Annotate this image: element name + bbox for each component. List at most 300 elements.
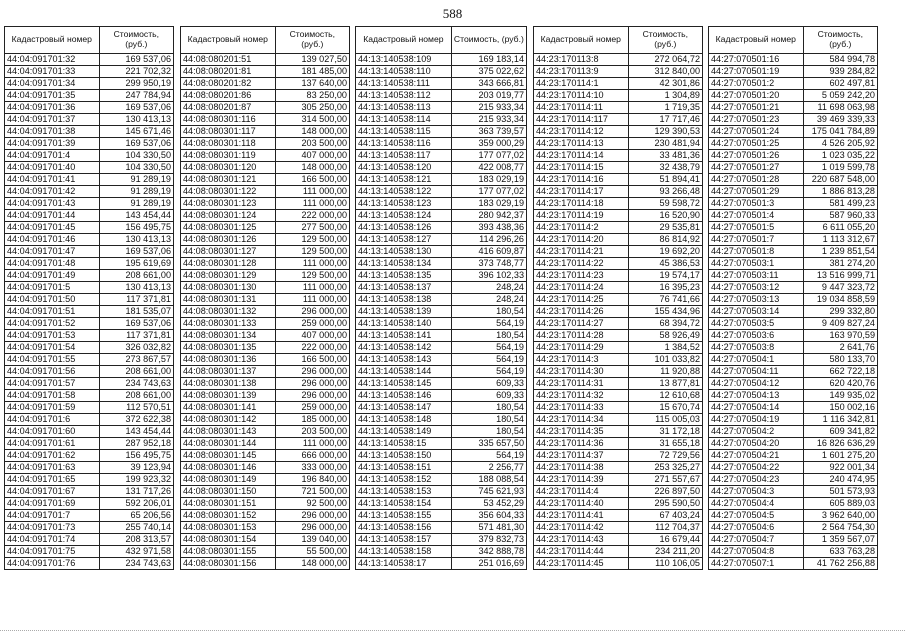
cadastral-number: 44:27:070501:19 xyxy=(709,66,804,78)
table-row xyxy=(534,126,703,138)
table-row xyxy=(5,366,174,378)
cost-value: 416 609,87 xyxy=(451,246,526,258)
cost-value: 137 640,00 xyxy=(275,78,349,90)
cost-value: 19 034 858,59 xyxy=(803,294,877,306)
cadastral-number: 44:08:080301:117 xyxy=(181,126,276,138)
cadastral-number: 44:27:070501:3 xyxy=(709,198,804,210)
cost-value: 581 499,23 xyxy=(803,198,877,210)
cadastral-number: 44:23:170114:18 xyxy=(534,198,629,210)
cadastral-number: 44:27:070503:11 xyxy=(709,270,804,282)
cadastral-number: 44:27:070501:7 xyxy=(709,234,804,246)
cost-value: 359 000,29 xyxy=(451,138,526,150)
cadastral-number: 44:23:170114:36 xyxy=(534,438,629,450)
cadastral-number: 44:23:170114:41 xyxy=(534,510,629,522)
cadastral-number: 44:04:091701:49 xyxy=(5,270,100,282)
cadastral-number: 44:27:070501:20 xyxy=(709,90,804,102)
cost-value: 139 040,00 xyxy=(275,534,349,546)
table-row xyxy=(534,54,703,66)
cadastral-number: 44:04:091701:47 xyxy=(5,246,100,258)
cadastral-number: 44:13:140538:138 xyxy=(356,294,452,306)
cadastral-number: 44:23:170114:2 xyxy=(534,222,629,234)
cost-value: 42 301,86 xyxy=(628,78,702,90)
cost-value: 215 933,34 xyxy=(451,102,526,114)
cost-value: 234 743,63 xyxy=(99,378,173,390)
cost-value: 188 088,54 xyxy=(451,474,526,486)
table-row xyxy=(356,426,527,438)
table-row xyxy=(5,54,174,66)
cost-value: 251 016,69 xyxy=(451,558,526,570)
cost-value: 296 000,00 xyxy=(275,390,349,402)
cadastral-number: 44:08:080301:143 xyxy=(181,426,276,438)
cost-value: 356 604,33 xyxy=(451,510,526,522)
cost-value: 287 952,18 xyxy=(99,438,173,450)
cost-value: 280 942,37 xyxy=(451,210,526,222)
cadastral-number: 44:08:080301:153 xyxy=(181,522,276,534)
cadastral-table-4 xyxy=(533,26,703,570)
table-row xyxy=(534,426,703,438)
cadastral-number: 44:04:091701:39 xyxy=(5,138,100,150)
table-row xyxy=(5,426,174,438)
cadastral-number: 44:08:080301:156 xyxy=(181,558,276,570)
cost-value: 39 469 339,33 xyxy=(803,114,877,126)
cadastral-number: 44:13:140538:135 xyxy=(356,270,452,282)
cost-value: 29 535,81 xyxy=(628,222,702,234)
table-row xyxy=(534,558,703,570)
table-row xyxy=(5,546,174,558)
cost-value: 564,19 xyxy=(451,342,526,354)
cost-value: 177 077,02 xyxy=(451,186,526,198)
cadastral-table-5 xyxy=(708,26,878,570)
cost-value: 169 183,14 xyxy=(451,54,526,66)
table-row xyxy=(181,534,350,546)
cadastral-number: 44:04:091701:50 xyxy=(5,294,100,306)
table-row xyxy=(181,294,350,306)
table-row xyxy=(356,66,527,78)
table-row xyxy=(709,558,878,570)
table-row xyxy=(709,150,878,162)
table-row xyxy=(181,270,350,282)
cadastral-number: 44:13:140538:144 xyxy=(356,366,452,378)
cadastral-number: 44:27:070501:16 xyxy=(709,54,804,66)
table-row xyxy=(709,366,878,378)
cost-value: 104 330,50 xyxy=(99,150,173,162)
cost-value: 277 500,00 xyxy=(275,222,349,234)
table-row xyxy=(5,174,174,186)
table-row xyxy=(356,258,527,270)
cadastral-number: 44:04:091701:43 xyxy=(5,198,100,210)
cadastral-number: 44:27:070503:12 xyxy=(709,282,804,294)
cadastral-number: 44:04:091701:35 xyxy=(5,90,100,102)
cadastral-number: 44:23:170114:12 xyxy=(534,126,629,138)
cadastral-number: 44:27:070504:14 xyxy=(709,402,804,414)
table-row xyxy=(534,474,703,486)
table-row xyxy=(356,198,527,210)
cost-value: 295 590,50 xyxy=(628,498,702,510)
cadastral-number: 44:27:070504:2 xyxy=(709,426,804,438)
cost-value: 76 741,66 xyxy=(628,294,702,306)
cost-value: 130 413,13 xyxy=(99,234,173,246)
table-row xyxy=(5,510,174,522)
cadastral-number: 44:04:091701:32 xyxy=(5,54,100,66)
cadastral-number: 44:27:070504:4 xyxy=(709,498,804,510)
cost-value: 169 537,06 xyxy=(99,138,173,150)
cadastral-number: 44:13:140538:126 xyxy=(356,222,452,234)
table-row xyxy=(5,414,174,426)
table-row xyxy=(709,402,878,414)
cadastral-number: 44:27:070504:8 xyxy=(709,546,804,558)
page-number: 588 xyxy=(442,6,463,21)
table-row xyxy=(356,234,527,246)
cost-value: 1 239 851,54 xyxy=(803,246,877,258)
cost-value: 407 000,00 xyxy=(275,330,349,342)
cost-value: 117 371,81 xyxy=(99,294,173,306)
cadastral-number: 44:04:091701:40 xyxy=(5,162,100,174)
header-cadastral-number: Кадастровый номер xyxy=(356,27,452,54)
table-row xyxy=(5,114,174,126)
cost-value: 59 598,72 xyxy=(628,198,702,210)
cost-value: 72 729,56 xyxy=(628,450,702,462)
cadastral-number: 44:08:080301:145 xyxy=(181,450,276,462)
header-cadastral-number: Кадастровый номер xyxy=(181,27,276,54)
cadastral-number: 44:08:080301:138 xyxy=(181,378,276,390)
table-row xyxy=(181,462,350,474)
cost-value: 16 395,23 xyxy=(628,282,702,294)
table-row xyxy=(356,462,527,474)
cost-value: 16 520,90 xyxy=(628,210,702,222)
cost-value: 1 019 599,78 xyxy=(803,162,877,174)
cost-value: 139 027,50 xyxy=(275,54,349,66)
cost-value: 11 920,88 xyxy=(628,366,702,378)
cost-value: 208 661,00 xyxy=(99,270,173,282)
table-row xyxy=(181,210,350,222)
cadastral-number: 44:23:170114:17 xyxy=(534,186,629,198)
cadastral-number: 44:13:140538:110 xyxy=(356,66,452,78)
table-row xyxy=(709,474,878,486)
table-row xyxy=(181,342,350,354)
cadastral-number: 44:13:140538:120 xyxy=(356,162,452,174)
table-row xyxy=(5,66,174,78)
cadastral-number: 44:04:091701:53 xyxy=(5,330,100,342)
cadastral-number: 44:13:140538:156 xyxy=(356,522,452,534)
cadastral-number: 44:27:070504:21 xyxy=(709,450,804,462)
cost-value: 372 622,38 xyxy=(99,414,173,426)
cost-value: 1 116 342,81 xyxy=(803,414,877,426)
table-row xyxy=(356,174,527,186)
table-row xyxy=(181,234,350,246)
cost-value: 247 784,94 xyxy=(99,90,173,102)
cost-value: 1 113 312,67 xyxy=(803,234,877,246)
cost-value: 234 743,63 xyxy=(99,558,173,570)
table-header-row xyxy=(181,27,350,54)
table-row xyxy=(181,174,350,186)
cost-value: 248,24 xyxy=(451,282,526,294)
table-row xyxy=(5,282,174,294)
cadastral-number: 44:08:080301:124 xyxy=(181,210,276,222)
cost-value: 111 000,00 xyxy=(275,282,349,294)
table-row xyxy=(181,390,350,402)
table-row xyxy=(181,354,350,366)
table-row xyxy=(709,330,878,342)
cost-value: 33 481,36 xyxy=(628,150,702,162)
cost-value: 208 661,00 xyxy=(99,390,173,402)
cost-value: 112 704,37 xyxy=(628,522,702,534)
table-row xyxy=(709,90,878,102)
cost-value: 4 526 205,92 xyxy=(803,138,877,150)
cost-value: 215 933,34 xyxy=(451,114,526,126)
cost-value: 226 897,50 xyxy=(628,486,702,498)
table-row xyxy=(709,258,878,270)
cadastral-number: 44:04:091701:37 xyxy=(5,114,100,126)
table-row xyxy=(709,198,878,210)
cost-value: 67 403,24 xyxy=(628,510,702,522)
cost-value: 312 840,00 xyxy=(628,66,702,78)
cadastral-number: 44:08:080301:131 xyxy=(181,294,276,306)
cost-value: 15 670,74 xyxy=(628,402,702,414)
table-row xyxy=(356,450,527,462)
cadastral-number: 44:13:140538:151 xyxy=(356,462,452,474)
cost-value: 86 814,92 xyxy=(628,234,702,246)
table-row xyxy=(534,534,703,546)
table-row xyxy=(5,246,174,258)
cost-value: 114 296,26 xyxy=(451,234,526,246)
cadastral-number: 44:04:091701:46 xyxy=(5,234,100,246)
cost-value: 148 000,00 xyxy=(275,558,349,570)
table-row xyxy=(5,402,174,414)
table-row xyxy=(356,414,527,426)
cadastral-number: 44:27:070504:6 xyxy=(709,522,804,534)
cost-value: 41 762 256,88 xyxy=(803,558,877,570)
cost-value: 181 485,00 xyxy=(275,66,349,78)
table-row xyxy=(534,486,703,498)
cadastral-number: 44:04:091701:42 xyxy=(5,186,100,198)
table-row xyxy=(534,210,703,222)
table-row xyxy=(534,114,703,126)
cadastral-number: 44:04:091701:44 xyxy=(5,210,100,222)
cadastral-number: 44:23:170114:10 xyxy=(534,90,629,102)
table-row xyxy=(356,510,527,522)
table-row xyxy=(709,342,878,354)
table-row xyxy=(356,522,527,534)
cost-value: 177 077,02 xyxy=(451,150,526,162)
cadastral-number: 44:08:080301:128 xyxy=(181,258,276,270)
cost-value: 11 698 063,98 xyxy=(803,102,877,114)
table-row xyxy=(181,558,350,570)
cost-value: 117 371,81 xyxy=(99,330,173,342)
cost-value: 326 032,82 xyxy=(99,342,173,354)
cadastral-number: 44:13:140538:152 xyxy=(356,474,452,486)
table-row xyxy=(181,486,350,498)
cost-value: 296 000,00 xyxy=(275,366,349,378)
cadastral-number: 44:04:091701:61 xyxy=(5,438,100,450)
cost-value: 169 537,06 xyxy=(99,318,173,330)
cost-value: 55 500,00 xyxy=(275,546,349,558)
table-row xyxy=(534,90,703,102)
table-row xyxy=(356,558,527,570)
cadastral-number: 44:08:080201:82 xyxy=(181,78,276,90)
cost-value: 13 516 999,71 xyxy=(803,270,877,282)
cadastral-number: 44:08:080301:139 xyxy=(181,390,276,402)
cadastral-number: 44:13:140538:122 xyxy=(356,186,452,198)
cost-value: 68 394,72 xyxy=(628,318,702,330)
cost-value: 143 454,44 xyxy=(99,426,173,438)
table-row xyxy=(181,198,350,210)
cadastral-number: 44:08:080301:154 xyxy=(181,534,276,546)
cadastral-number: 44:13:140538:123 xyxy=(356,198,452,210)
cost-value: 271 557,67 xyxy=(628,474,702,486)
cadastral-number: 44:23:170114:117 xyxy=(534,114,629,126)
cost-value: 31 172,18 xyxy=(628,426,702,438)
cadastral-number: 44:13:140538:153 xyxy=(356,486,452,498)
table-row xyxy=(709,174,878,186)
cost-value: 19 692,20 xyxy=(628,246,702,258)
cadastral-number: 44:08:080301:123 xyxy=(181,198,276,210)
cadastral-number: 44:04:091701:76 xyxy=(5,558,100,570)
cadastral-number: 44:04:091701:75 xyxy=(5,546,100,558)
cost-value: 31 655,18 xyxy=(628,438,702,450)
cadastral-number: 44:08:080301:152 xyxy=(181,510,276,522)
table-row xyxy=(356,330,527,342)
cadastral-number: 44:27:070503:8 xyxy=(709,342,804,354)
table-row xyxy=(709,510,878,522)
cadastral-number: 44:08:080201:51 xyxy=(181,54,276,66)
cadastral-number: 44:04:091701:60 xyxy=(5,426,100,438)
cost-value: 3 962 640,00 xyxy=(803,510,877,522)
table-row xyxy=(356,222,527,234)
cadastral-number: 44:27:070504:5 xyxy=(709,510,804,522)
cost-value: 221 702,32 xyxy=(99,66,173,78)
table-row xyxy=(534,198,703,210)
cost-value: 156 495,75 xyxy=(99,450,173,462)
table-row xyxy=(356,354,527,366)
cadastral-number: 44:04:091701:55 xyxy=(5,354,100,366)
cadastral-number: 44:13:140538:134 xyxy=(356,258,452,270)
table-row xyxy=(709,102,878,114)
cadastral-number: 44:23:170114:25 xyxy=(534,294,629,306)
cadastral-number: 44:23:170114:13 xyxy=(534,138,629,150)
cost-value: 564,19 xyxy=(451,318,526,330)
cadastral-number: 44:13:140538:150 xyxy=(356,450,452,462)
table-row xyxy=(5,126,174,138)
cost-value: 32 438,79 xyxy=(628,162,702,174)
cost-value: 273 867,57 xyxy=(99,354,173,366)
cadastral-number: 44:13:140538:141 xyxy=(356,330,452,342)
table-row xyxy=(709,318,878,330)
cost-value: 166 500,00 xyxy=(275,354,349,366)
table-row xyxy=(5,522,174,534)
table-row xyxy=(709,78,878,90)
table-row xyxy=(181,330,350,342)
cadastral-number: 44:13:140538:124 xyxy=(356,210,452,222)
cadastral-number: 44:04:091701:4 xyxy=(5,150,100,162)
cost-value: 609,33 xyxy=(451,390,526,402)
table-row xyxy=(5,198,174,210)
cost-value: 2 564 754,30 xyxy=(803,522,877,534)
cadastral-number: 44:27:070504:20 xyxy=(709,438,804,450)
cost-value: 272 064,72 xyxy=(628,54,702,66)
table-header-row xyxy=(534,27,703,54)
cost-value: 180,54 xyxy=(451,402,526,414)
cost-value: 169 537,06 xyxy=(99,54,173,66)
cost-value: 1 601 275,20 xyxy=(803,450,877,462)
cadastral-number: 44:23:170114:11 xyxy=(534,102,629,114)
cost-value: 130 413,13 xyxy=(99,282,173,294)
table-row xyxy=(709,234,878,246)
cost-value: 181 535,07 xyxy=(99,306,173,318)
cadastral-number: 44:23:170114:15 xyxy=(534,162,629,174)
table-row xyxy=(356,294,527,306)
cadastral-number: 44:13:140538:130 xyxy=(356,246,452,258)
table-row xyxy=(181,114,350,126)
cost-value: 1 886 813,28 xyxy=(803,186,877,198)
table-row xyxy=(534,354,703,366)
cost-value: 129 390,53 xyxy=(628,126,702,138)
cost-value: 199 923,32 xyxy=(99,474,173,486)
table-row xyxy=(534,498,703,510)
table-row xyxy=(5,294,174,306)
cadastral-number: 44:08:080301:125 xyxy=(181,222,276,234)
cadastral-number: 44:23:170114:33 xyxy=(534,402,629,414)
cadastral-number: 44:08:080301:142 xyxy=(181,414,276,426)
cadastral-number: 44:04:091701:41 xyxy=(5,174,100,186)
cost-value: 259 000,00 xyxy=(275,402,349,414)
cadastral-number: 44:23:170114:24 xyxy=(534,282,629,294)
table-row xyxy=(181,222,350,234)
table-row xyxy=(181,450,350,462)
cost-value: 9 447 323,72 xyxy=(803,282,877,294)
table-row xyxy=(356,318,527,330)
cost-value: 65 206,56 xyxy=(99,510,173,522)
cadastral-number: 44:27:070504:12 xyxy=(709,378,804,390)
table-row xyxy=(5,438,174,450)
table-header-row xyxy=(709,27,878,54)
cadastral-number: 44:04:091701:63 xyxy=(5,462,100,474)
cost-value: 110 106,05 xyxy=(628,558,702,570)
table-row xyxy=(356,114,527,126)
cadastral-number: 44:27:070503:14 xyxy=(709,306,804,318)
table-row xyxy=(356,498,527,510)
cadastral-number: 44:27:070504:13 xyxy=(709,390,804,402)
cost-value: 1 384,52 xyxy=(628,342,702,354)
table-row xyxy=(356,486,527,498)
table-row xyxy=(709,222,878,234)
cadastral-number: 44:23:170114:29 xyxy=(534,342,629,354)
cadastral-number: 44:04:091701:57 xyxy=(5,378,100,390)
table-row xyxy=(534,450,703,462)
cost-value: 584 994,78 xyxy=(803,54,877,66)
table-row xyxy=(5,558,174,570)
table-row xyxy=(709,306,878,318)
table-row xyxy=(5,234,174,246)
table-row xyxy=(181,366,350,378)
cost-value: 148 000,00 xyxy=(275,126,349,138)
table-row xyxy=(181,258,350,270)
cadastral-number: 44:08:080301:116 xyxy=(181,114,276,126)
cadastral-number: 44:08:080301:141 xyxy=(181,402,276,414)
table-row xyxy=(5,390,174,402)
cost-value: 111 000,00 xyxy=(275,186,349,198)
table-row xyxy=(181,162,350,174)
cadastral-number: 44:27:070504:19 xyxy=(709,414,804,426)
cost-value: 745 621,93 xyxy=(451,486,526,498)
cadastral-number: 44:04:091701:56 xyxy=(5,366,100,378)
cadastral-number: 44:08:080301:121 xyxy=(181,174,276,186)
table-row xyxy=(709,186,878,198)
cadastral-number: 44:23:170114:45 xyxy=(534,558,629,570)
cost-value: 6 611 055,20 xyxy=(803,222,877,234)
table-row xyxy=(181,402,350,414)
cadastral-number: 44:08:080301:119 xyxy=(181,150,276,162)
table-row xyxy=(534,174,703,186)
